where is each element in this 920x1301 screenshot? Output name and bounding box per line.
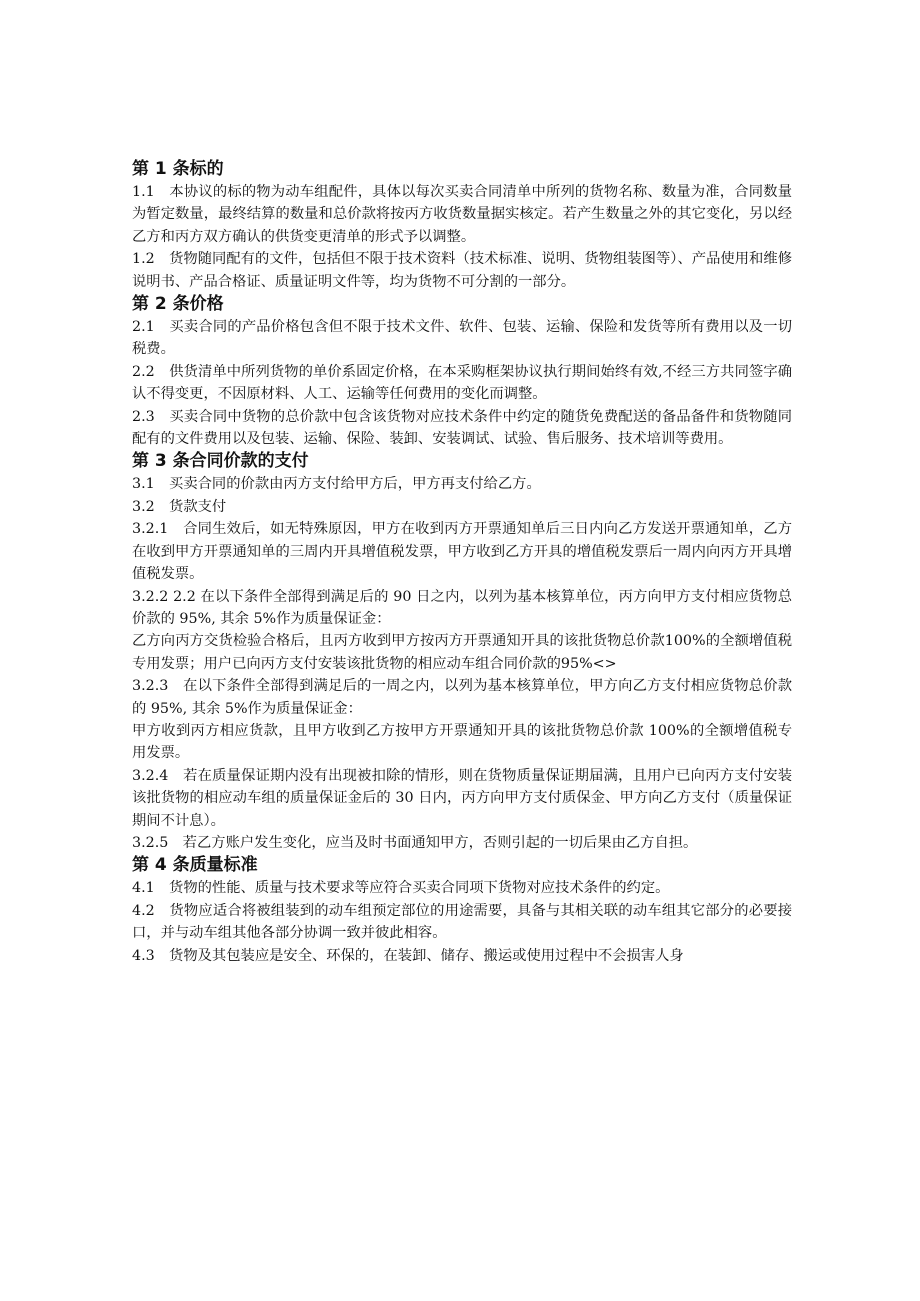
clause-3-2-3-condition: 甲方收到丙方相应货款，且甲方收到乙方按甲方开票通知开具的该批货物总价款 100%的全额增值税专用发票。: [132, 722, 792, 762]
clause-3-2-2-condition: 乙方向丙方交货检验合格后，且丙方收到甲方按丙方开票通知开具的该批货物总价款100%的全额增值税专用发票；用户已向丙方支付安装该批货物的相应动车组合同价款的95%<>: [132, 633, 792, 672]
clause-3-2-3: 3.2.3 在以下条件全部得到满足后的一周之内，以列为基本核算单位，甲方向乙方支付相应货物总价款的 95%, 其余 5%作为质量保证金：: [132, 678, 792, 717]
clause-2-2: 2.2 供货清单中所列货物的单价系固定价格，在本采购框架协议执行期间始终有效,不经三方共同签字确认不得变更，不因原材料、人工、运输等任何费用的变化而调整。: [132, 363, 792, 403]
section-heading-4: 第 4 条质量标准: [132, 855, 258, 876]
clause-3-2-4: 3.2.4 若在质量保证期内没有出现被扣除的情形，则在货物质量保证期届满，且用户已向丙方支付安装该批货物的相应动车组的质量保证金后的 30 日内，丙方向甲方支付质保金、甲方向乙方支付（质量保证期间不计息）。: [132, 767, 792, 829]
section-heading-3: 第 3 条合同价款的支付: [132, 451, 309, 472]
clause-2-1: 2.1 买卖合同的产品价格包含但不限于技术文件、软件、包装、运输、保险和发货等所有费用以及一切税费。: [132, 319, 792, 358]
clause-1-1: 1.1 本协议的标的物为动车组配件，具体以每次买卖合同清单中所列的货物名称、数量为准，合同数量为暂定数量，最终结算的数量和总价款将按丙方收货数量据实核定。若产生数量之外的其它变化，另以经乙方和丙方双方确认的供货变更清单的形式予以调整。: [132, 184, 792, 245]
clause-4-3: 4.3 货物及其包装应是安全、环保的，在装卸、储存、搬运或使用过程中不会损害人身: [132, 947, 684, 964]
section-heading-1: 第 1 条标的: [132, 159, 224, 179]
clause-3-1: 3.1 买卖合同的价款由丙方支付给甲方后，甲方再支付给乙方。: [132, 476, 541, 493]
clause-4-2: 4.2 货物应适合将被组装到的动车组预定部位的用途需要，具备与其相关联的动车组其它部分的必要接口，并与动车组其他各部分协调一致并彼此相容。: [132, 902, 792, 942]
clause-2-3: 2.3 买卖合同中货物的总价款中包含该货物对应技术条件中约定的随货免费配送的备品备件和货物随同配有的文件费用以及包装、运输、保险、装卸、安装调试、试验、售后服务、技术培训等费用。: [132, 408, 792, 448]
section-heading-2: 第 2 条价格: [132, 294, 224, 315]
clause-3-2-5: 3.2.5 若乙方账户发生变化，应当及时书面通知甲方，否则引起的一切后果由乙方自担。: [132, 834, 698, 851]
document-page: [132, 158, 792, 967]
clause-3-2-2: 3.2.2 2.2 在以下条件全部得到满足后的 90 日之内，以列为基本核算单位，丙方向甲方支付相应货物总价款的 95%, 其余 5%作为质量保证金：: [132, 588, 792, 627]
clause-4-1: 4.1 货物的性能、质量与技术要求等应符合买卖合同项下货物对应技术条件的约定。: [132, 880, 670, 897]
clause-3-2-1: 3.2.1 合同生效后，如无特殊原因，甲方在收到丙方开票通知单后三日内向乙方发送开票通知单，乙方在收到甲方开票通知单的三周内开具增值税发票，甲方收到乙方开具的增值税发票后一周内向丙方开具增值税发票。: [132, 521, 792, 583]
clause-3-2: 3.2 货款支付: [132, 498, 227, 515]
clause-1-2: 1.2 货物随同配有的文件，包括但不限于技术资料（技术标准、说明、货物组装图等）、产品使用和维修说明书、产品合格证、质量证明文件等，均为货物不可分割的一部分。: [132, 251, 792, 290]
